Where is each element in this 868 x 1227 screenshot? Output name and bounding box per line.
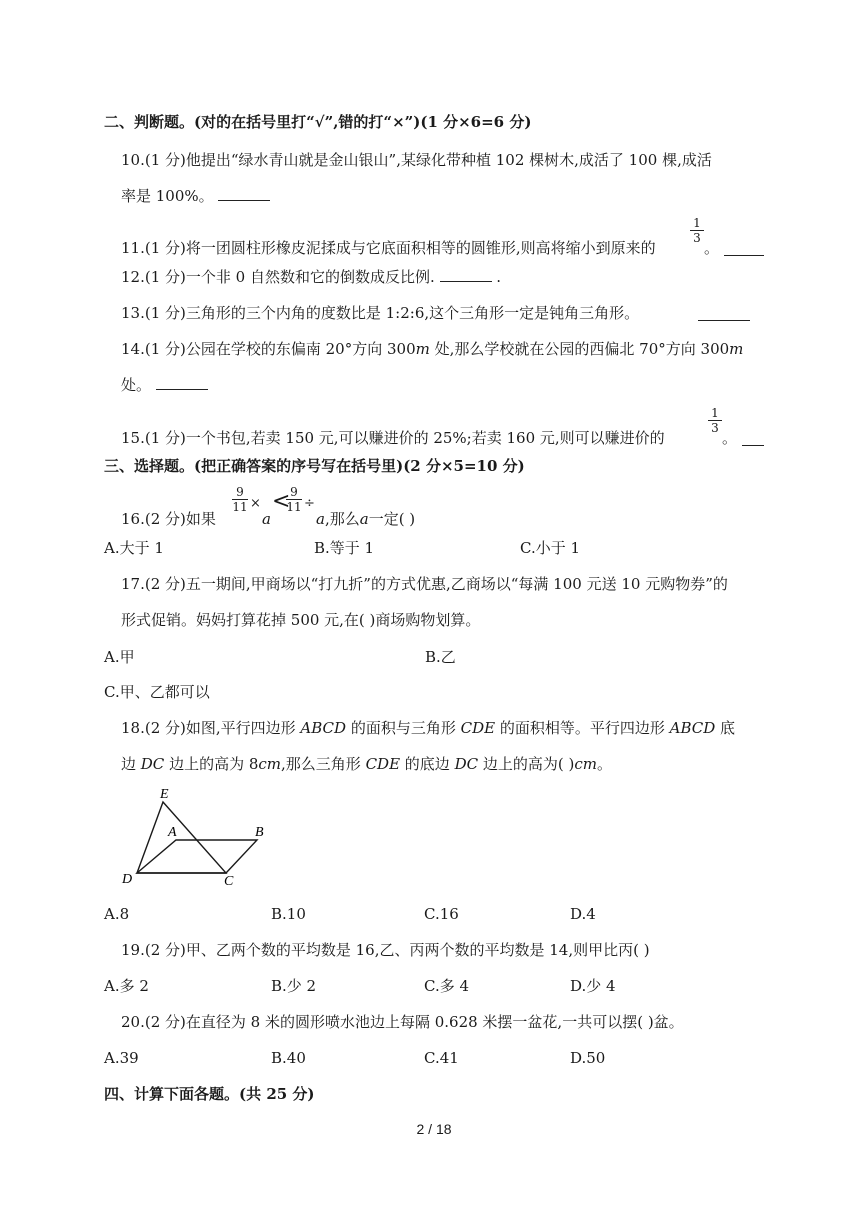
- q17-option-b[interactable]: B.乙: [425, 648, 456, 666]
- q10-line1: 10.(1 分)他提出“绿水青山就是金山银山”,某绿化带种植 102 棵树木,成活了 100 棵,成活: [121, 151, 712, 169]
- q11-answer-blank[interactable]: [724, 241, 764, 256]
- parallelogram-abcd: [137, 840, 257, 873]
- q19-option-b[interactable]: B.少 2: [271, 977, 317, 995]
- q16-tail: a,那么a一定( ): [316, 510, 416, 528]
- q20-option-d[interactable]: D.50: [570, 1049, 606, 1067]
- q16-option-c[interactable]: C.小于 1: [520, 539, 581, 557]
- q20-option-b[interactable]: B.40: [271, 1049, 306, 1067]
- q18-option-b[interactable]: B.10: [271, 905, 306, 923]
- q11-line: 11.(1 分)将一团圆柱形橡皮泥揉成与它底面积相等的圆锥形,则高将缩小到原来的: [121, 239, 656, 257]
- q17-line2: 形式促销。妈妈打算花掉 500 元,在( )商场购物划算。: [121, 611, 481, 629]
- q16-fraction-right: $\frac{9}{11}$: [286, 485, 302, 514]
- q16-fraction-left: $\frac{9}{11}$: [232, 485, 248, 514]
- q20-option-c[interactable]: C.41: [424, 1049, 459, 1067]
- q17-option-a[interactable]: A.甲: [104, 648, 135, 666]
- q17-option-c[interactable]: C.甲、乙都可以: [104, 683, 210, 701]
- q17-line1: 17.(2 分)五一期间,甲商场以“打九折”的方式优惠,乙商场以“每满 100 元送 10 元购物券”的: [121, 575, 728, 593]
- q11-fraction: $\frac{1}{3}$: [690, 217, 704, 244]
- q19-option-c[interactable]: C.多 4: [424, 977, 470, 995]
- q15-answer-blank[interactable]: [742, 431, 764, 446]
- q14-answer-blank[interactable]: [156, 375, 208, 390]
- q14-line1: 14.(1 分)公园在学校的东偏南 20°方向 300m 处,那么学校就在公园的西偏北 70°方向 300m: [121, 340, 744, 358]
- q18-option-c[interactable]: C.16: [424, 905, 459, 923]
- q14-line2: 处。: [121, 375, 208, 395]
- q15-line: 15.(1 分)一个书包,若卖 150 元,可以赚进价的 25%;若卖 160 元,则可以赚进价的: [121, 429, 665, 447]
- label-c: C: [224, 874, 234, 889]
- q16-less-than: <: [272, 489, 291, 514]
- q19-option-d[interactable]: D.少 4: [570, 977, 616, 995]
- q18-line2: 边 DC 边上的高为 8cm,那么三角形 CDE 的底边 DC 边上的高为( )cm。: [121, 755, 612, 773]
- q18-line1: 18.(2 分)如图,平行四边形 ABCD 的面积与三角形 CDE 的面积相等。平行四边形 ABCD 底: [121, 719, 736, 737]
- q19-option-a[interactable]: A.多 2: [104, 977, 149, 995]
- label-a: A: [168, 825, 177, 840]
- q10-line2: 率是 100%。: [121, 186, 270, 206]
- q18-option-d[interactable]: D.4: [570, 905, 596, 923]
- q10-answer-blank[interactable]: [218, 186, 270, 201]
- q12-line: 12.(1 分)一个非 0 自然数和它的倒数成反比例. .: [121, 268, 502, 286]
- q19-line: 19.(2 分)甲、乙两个数的平均数是 16,乙、丙两个数的平均数是 14,则甲比丙( ): [121, 941, 650, 959]
- q16-option-b[interactable]: B.等于 1: [314, 539, 375, 557]
- q16-option-a[interactable]: A.大于 1: [104, 539, 164, 557]
- q15-fraction: $\frac{1}{3}$: [708, 407, 722, 434]
- q18-option-a[interactable]: A.8: [104, 905, 130, 923]
- label-d: D: [122, 872, 133, 887]
- label-e: E: [160, 787, 169, 802]
- label-b: B: [255, 825, 264, 840]
- q13-answer-blank[interactable]: [698, 306, 750, 321]
- section-3-title: 三、选择题。(把正确答案的序号写在括号里)(2 分×5=10 分): [104, 457, 525, 475]
- q16-var-left: a: [262, 510, 271, 528]
- q16-prefix: 16.(2 分)如果: [121, 510, 216, 528]
- q18-figure: [118, 782, 278, 892]
- q20-option-a[interactable]: A.39: [104, 1049, 139, 1067]
- section-4-title: 四、计算下面各题。(共 25 分): [104, 1085, 315, 1103]
- q20-line: 20.(2 分)在直径为 8 米的圆形喷水池边上每隔 0.628 米摆一盆花,一共可以摆( )盆。: [121, 1013, 684, 1031]
- q12-answer-blank[interactable]: [440, 267, 492, 282]
- q16-times: ×: [250, 496, 261, 511]
- q16-divide: ÷: [304, 496, 315, 511]
- page-number: 2 / 18: [416, 1121, 452, 1137]
- section-2-title: 二、判断题。(对的在括号里打“√”,错的打“×”)(1 分×6=6 分): [104, 113, 532, 131]
- q13-line: 13.(1 分)三角形的三个内角的度数比是 1:2:6,这个三角形一定是钝角三角形。: [121, 304, 640, 322]
